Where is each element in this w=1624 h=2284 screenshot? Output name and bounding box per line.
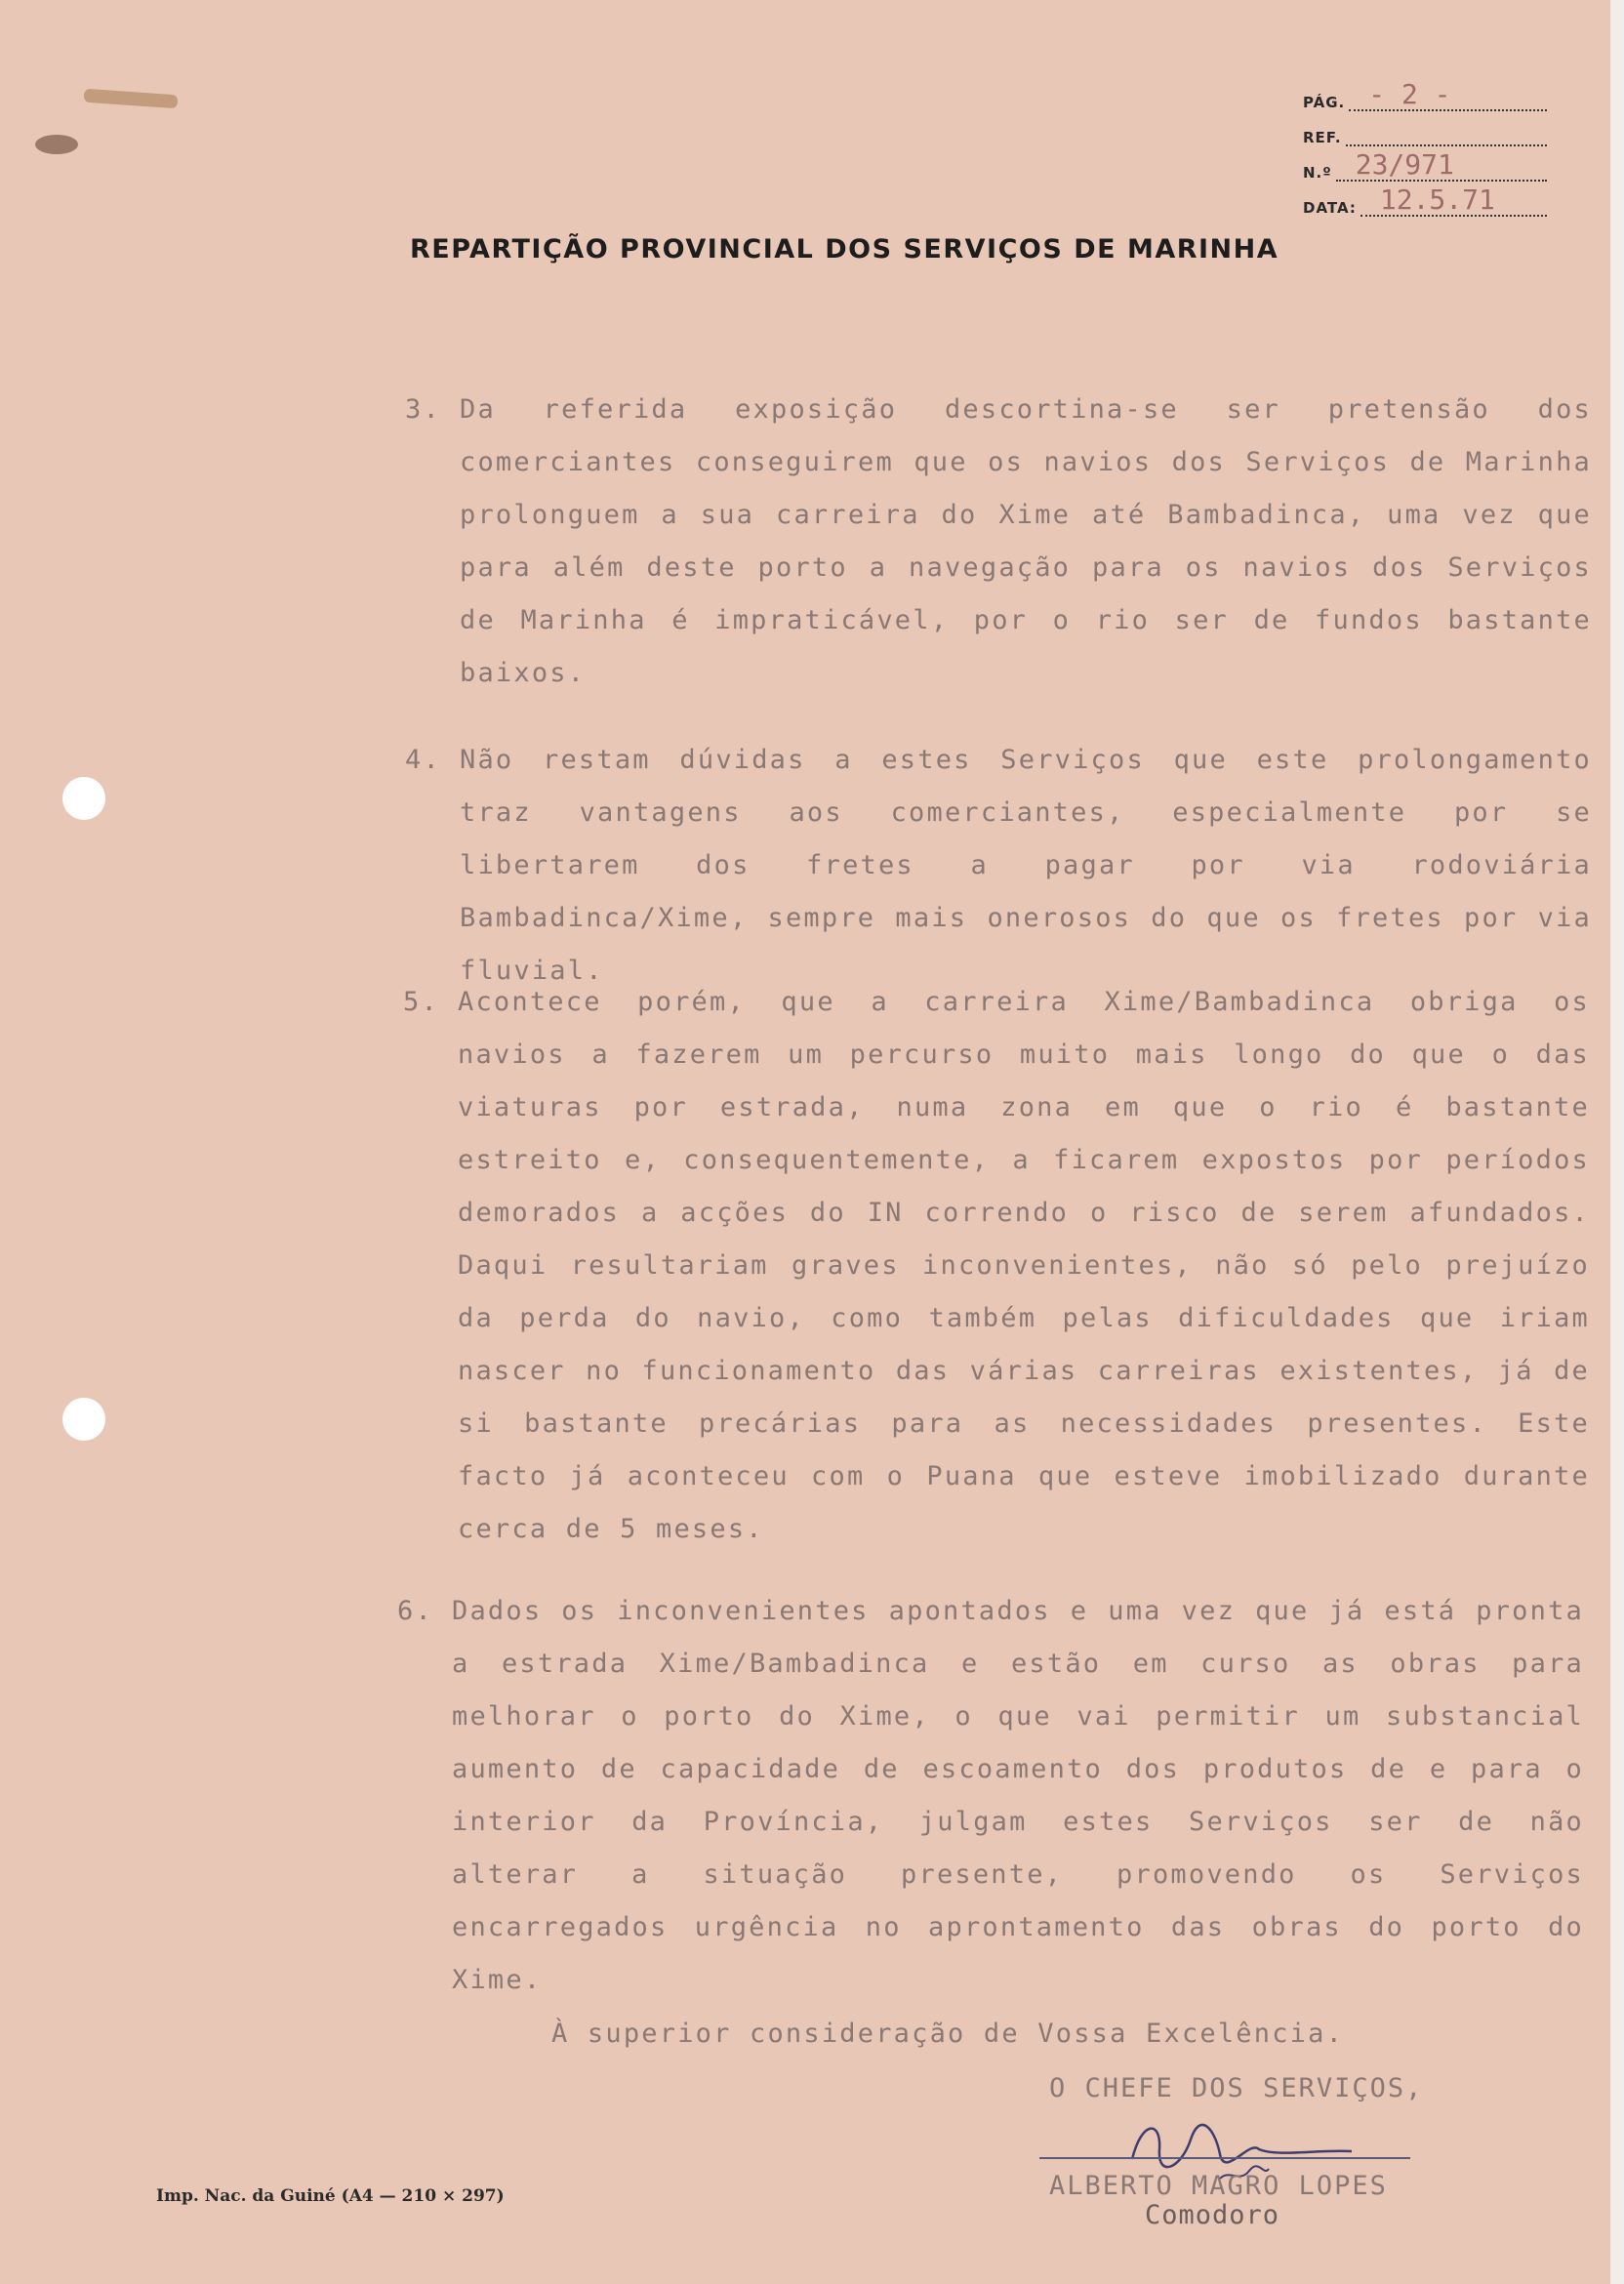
signatory-name: ALBERTO MAGRO LOPES (1049, 2171, 1388, 2201)
chief-title: O CHEFE DOS SERVIÇOS, (1049, 2073, 1424, 2103)
paragraph-text: Da referida exposição descortina-se ser pretensão dos comerciantes conseguirem que os navios dos Serviços de Marinha prolonguem a sua carreira do Xime até Bambadinca, uma vez que para além deste porto a navegação para os navios dos Serviços de Marinha é impraticável, por o rio ser de fundos bastante baixos. (460, 394, 1592, 688)
paragraph-6 (397, 1585, 1584, 2007)
date-field (1303, 182, 1547, 217)
punch-hole-bottom (62, 1398, 105, 1441)
closing-salutation: À superior consideração de Vossa Excelência. (551, 2019, 1345, 2049)
paragraph-text: Dados os inconvenientes apontados e uma vez que já está pronta a estrada Xime/Bambadinca e estão em curso as obras para melhorar o porto do Xime, o que vai permitir um substancial aumento de capacidade de escoamento dos produtos de e para o interior da Província, julgam estes Serviços ser de não alterar a situação presente, promovendo os Serviços encarregados urgência no aprontamento das obras do porto do Xime. (452, 1596, 1584, 1995)
page-value: - 2 - (1368, 78, 1451, 110)
page-field (1303, 76, 1547, 111)
paragraph-4 (405, 734, 1592, 998)
number-value: 23/971 (1355, 148, 1454, 181)
staple-mark (84, 89, 179, 109)
paragraph-number: 3. (405, 394, 441, 425)
paragraph-number: 4. (405, 745, 441, 775)
printer-imprint: Imp. Nac. da Guiné (A4 — 210 × 297) (156, 2186, 505, 2206)
paragraph-text: Acontece porém, que a carreira Xime/Bambadinca obriga os navios a fazerem um percurso muito mais longo do que o das viaturas por estrada, numa zona em que o rio é bastante estreito e, consequentemente, a ficarem expostos por períodos demorados a acções do IN correndo o risco de serem afundados. Daqui resultariam graves inconvenientes, não só pelo prejuízo da perda do navio, como também pelas dificuldades que iriam nascer no funcionamento das várias carreiras existentes, já de si bastante precárias para as necessidades presentes. Este facto já aconteceu com o Puana que esteve imobilizado durante cerca de 5 meses. (458, 987, 1590, 1544)
date-value: 12.5.71 (1379, 184, 1495, 216)
number-field (1303, 146, 1547, 182)
punch-hole-top (62, 777, 105, 820)
ref-label: REF. (1303, 129, 1342, 146)
scan-margin (1610, 0, 1624, 2284)
department-title: REPARTIÇÃO PROVINCIAL DOS SERVIÇOS DE MARINHA (410, 234, 1279, 265)
date-label: DATA: (1303, 199, 1357, 217)
paragraph-text: Não restam dúvidas a estes Serviços que este prolongamento traz vantagens aos comerciantes, especialmente por se libertarem dos fretes a pagar por via rodoviária Bambadinca/Xime, sempre mais onerosos do que os fretes por via fluvial. (460, 745, 1592, 986)
paragraph-number: 6. (397, 1596, 433, 1626)
paragraph-5 (403, 976, 1590, 1556)
ref-field (1303, 111, 1547, 146)
paragraph-3 (405, 384, 1592, 700)
reference-block (1303, 76, 1547, 217)
signature-line (1039, 2157, 1410, 2159)
page-label: PÁG. (1303, 94, 1346, 111)
number-label: N.º (1303, 164, 1332, 182)
signatory-rank: Comodoro (1145, 2200, 1280, 2230)
paragraph-number: 5. (403, 987, 439, 1017)
ink-stain (35, 135, 78, 154)
